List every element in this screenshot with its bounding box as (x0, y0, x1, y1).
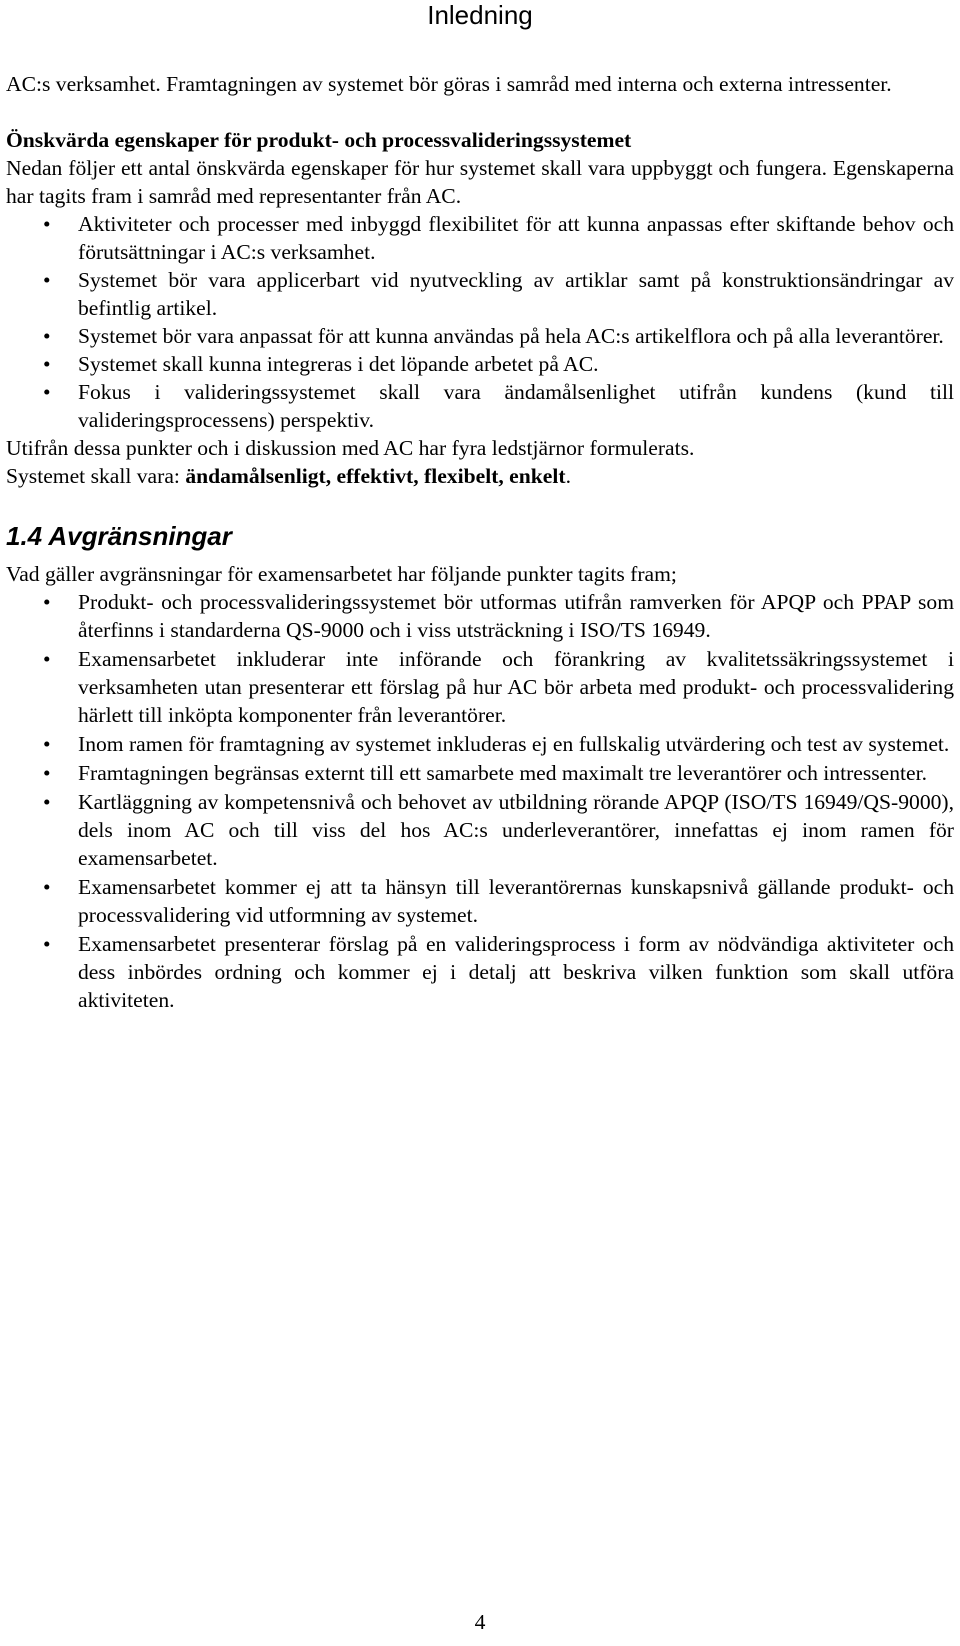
list-item (6, 210, 954, 266)
bullet-icon: • (43, 380, 51, 404)
desired-properties-list (6, 210, 954, 434)
list-item (6, 645, 954, 729)
section-intro: Vad gäller avgränsningar för examensarbetet har följande punkter tagits fram; (6, 562, 677, 586)
list-item-text: Kartläggning av kompetensnivå och behovet av utbildning rörande APQP (ISO/TS 16949/QS-9000), dels inom AC och till viss del hos AC:s underleverantörer, innefattas ej inom ramen för examensarbetet. (78, 790, 954, 870)
bullet-icon: • (43, 590, 51, 614)
bullet-icon: • (43, 761, 51, 785)
list-item-text: Produkt- och processvalideringssystemet bör utformas utifrån ramverken för APQP och PPAP som återfinns i standarderna QS-9000 och i viss utsträckning i ISO/TS 16949. (78, 590, 954, 642)
list-item (6, 588, 954, 644)
bullet-icon: • (43, 324, 51, 348)
delimitations-list (6, 588, 954, 1014)
bullet-icon: • (43, 212, 51, 236)
bullet-icon: • (43, 268, 51, 292)
guiding-stars-sentence: Utifrån dessa punkter och i diskussion med AC har fyra ledstjärnor formulerats. (6, 436, 695, 460)
intro-paragraph: AC:s verksamhet. Framtagningen av systemet bör göras i samråd med interna och externa intressenter. (6, 72, 892, 96)
bullet-icon: • (43, 790, 51, 814)
page-content (6, 70, 954, 1015)
summary-suffix: . (565, 464, 571, 488)
bullet-icon: • (43, 875, 51, 899)
page-number: 4 (474, 1610, 486, 1634)
list-item (6, 930, 954, 1014)
paragraph-spacer (6, 98, 954, 126)
list-item-text: Framtagningen begränsas externt till ett samarbete med maximalt tre leverantörer och intressenter. (78, 761, 928, 785)
list-item-text: Examensarbetet kommer ej att ta hänsyn till leverantörernas kunskapsnivå gällande produkt- och processvalidering vid utformning av systemet. (78, 875, 954, 927)
bullet-icon: • (43, 732, 51, 756)
list-item (6, 873, 954, 929)
list-item-text: Systemet skall kunna integreras i det löpande arbetet på AC. (78, 352, 599, 376)
bullet-icon: • (43, 352, 51, 376)
bullet-icon: • (43, 932, 51, 956)
list-item-text: Fokus i valideringssystemet skall vara ändamålsenlighet utifrån kundens (kund till valideringsprocessens) perspektiv. (78, 380, 954, 432)
list-item-text: Inom ramen för framtagning av systemet inkluderas ej en fullskalig utvärdering och test av systemet. (78, 732, 950, 756)
list-item (6, 788, 954, 872)
desired-properties-heading: Önskvärda egenskaper för produkt- och processvalideringssystemet (6, 128, 632, 152)
summary-prefix: Systemet skall vara: (6, 464, 186, 488)
desired-properties-paragraph: Nedan följer ett antal önskvärda egenskaper för hur systemet skall vara uppbyggt och fungera. Egenskaperna har tagits fram i samråd med representanter från AC. (6, 156, 954, 208)
running-header: Inledning (427, 0, 533, 30)
list-item-text: Examensarbetet inkluderar inte införande och förankring av kvalitetssäkringssystemet i verksamheten utan presenterar ett förslag på hur AC bör arbeta med produkt- och processvalidering härlett till inköpta komponenter från leverantörer. (78, 647, 954, 727)
list-item-text: Aktiviteter och processer med inbyggd flexibilitet för att kunna anpassas efter skiftande behov och förutsättningar i AC:s verksamhet. (78, 212, 954, 264)
section-heading: 1.4 Avgränsningar (6, 521, 232, 551)
bullet-icon: • (43, 647, 51, 671)
list-item (6, 730, 954, 758)
list-item (6, 759, 954, 787)
summary-keywords: ändamålsenligt, effektivt, flexibelt, enkelt (185, 464, 566, 488)
list-item (6, 322, 954, 350)
list-item-text: Systemet bör vara applicerbart vid nyutveckling av artiklar samt på konstruktionsändringar av befintlig artikel. (78, 268, 954, 320)
list-item-text: Examensarbetet presenterar förslag på en valideringsprocess i form av nödvändiga aktiviteter och dess inbördes ordning och kommer ej i detalj att beskriva vilken funktion som skall utföra aktiviteten. (78, 932, 954, 1012)
system-summary (6, 462, 954, 490)
list-item (6, 378, 954, 434)
list-item-text: Systemet bör vara anpassat för att kunna användas på hela AC:s artikelflora och på alla leverantörer. (78, 324, 944, 348)
list-item (6, 350, 954, 378)
list-item (6, 266, 954, 322)
